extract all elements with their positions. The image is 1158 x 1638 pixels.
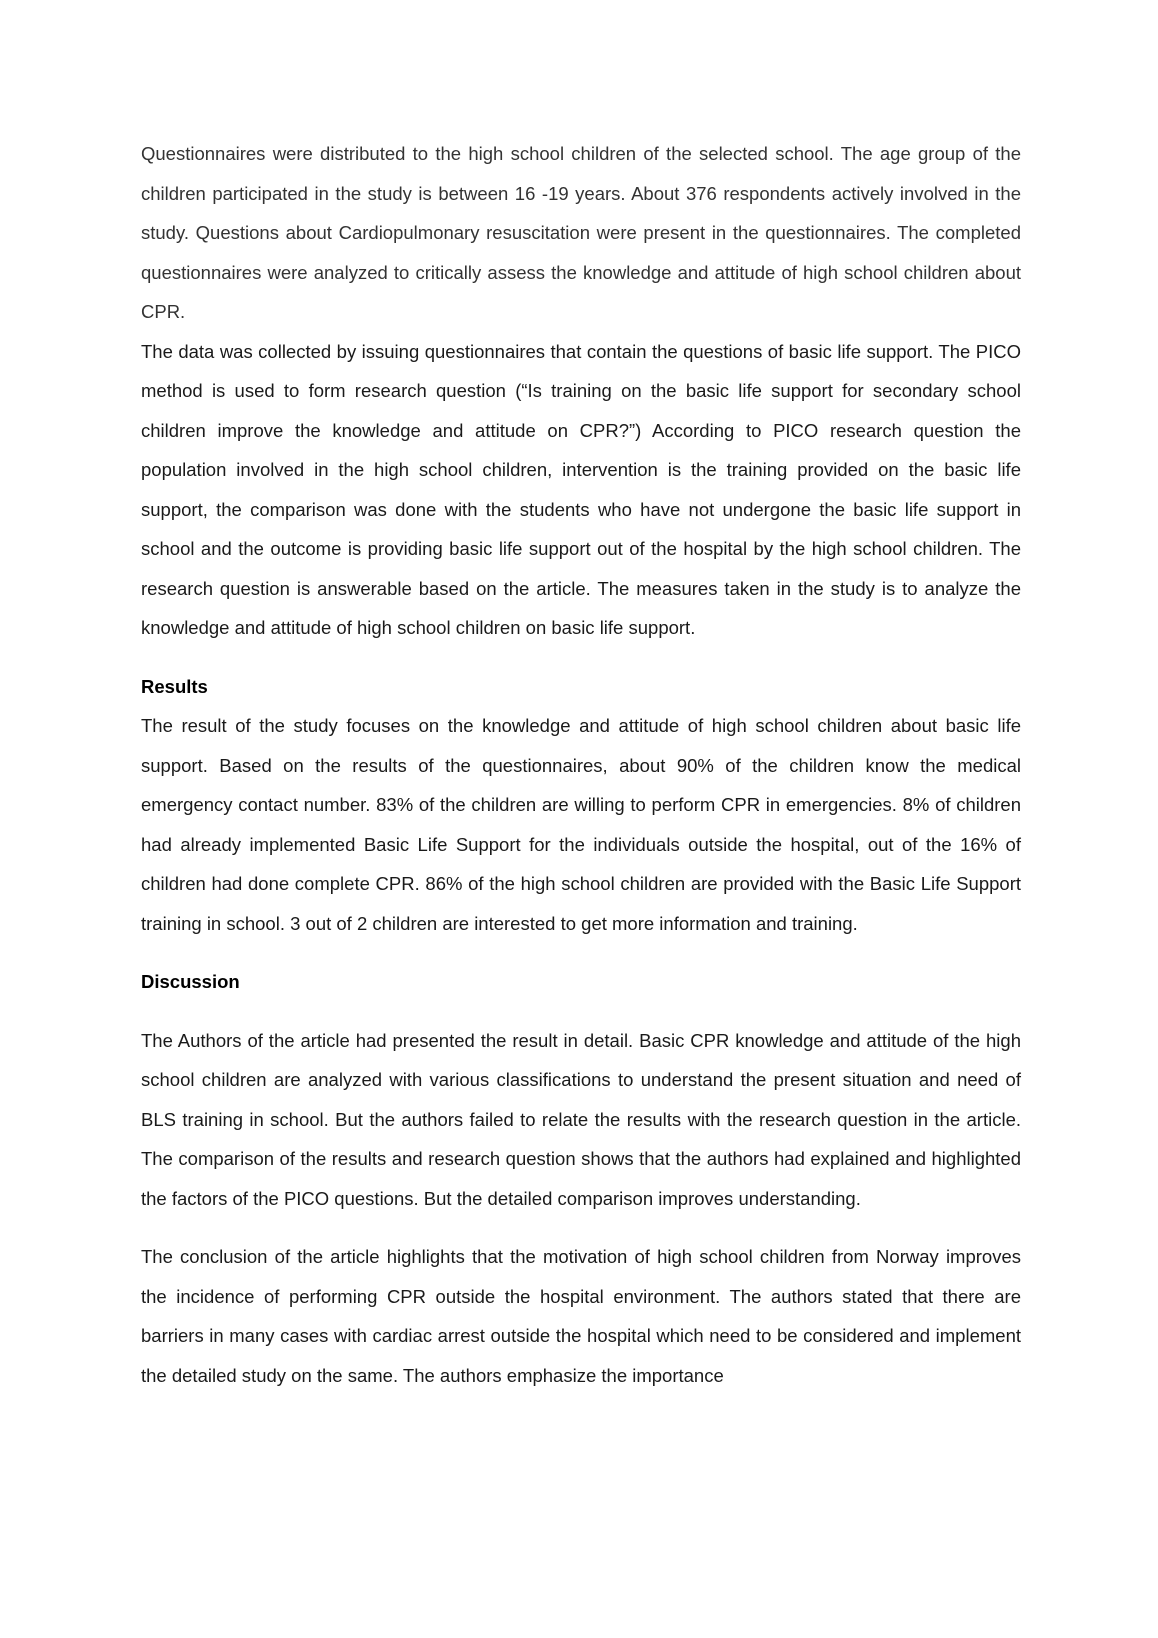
discussion-paragraph-2: The conclusion of the article highlights that the motivation of high school children from Norway improves the incidence of performing CPR outside the hospital environment. The authors stated that there are barriers in many cases with cardiac arrest outside the hospital which need to be considered and implement the detailed study on the same. The authors emphasize the importance (141, 1246, 1021, 1386)
discussion-heading: Discussion (141, 971, 240, 992)
discussion-paragraph-1: The Authors of the article had presented the result in detail. Basic CPR knowledge and attitude of the high school children are analyzed with various classifications to understand the present situation and need of BLS training in school. But the authors failed to relate the results with the research question in the article. The comparison of the results and research question shows that the authors had explained and highlighted the factors of the PICO questions. But the detailed comparison improves understanding. (141, 1029, 1021, 1209)
document-body (141, 134, 1021, 1395)
results-heading: Results (141, 675, 208, 697)
results-paragraph: The result of the study focuses on the knowledge and attitude of high school children about basic life support. Based on the results of the questionnaires, about 90% of the children know the medical emergency contact number. 83% of the children are willing to perform CPR in emergencies. 8% of children had already implemented Basic Life Support for the individuals outside the hospital, out of the 16% of children had done complete CPR. 86% of the high school children are provided with the Basic Life Support training in school. 3 out of 2 children are interested to get more information and training. (141, 715, 1021, 934)
paragraph-data-collection: The data was collected by issuing questionnaires that contain the questions of basic life support. The PICO method is used to form research question (“Is training on the basic life support for secondary school children improve the knowledge and attitude on CPR?”) According to PICO research question the population involved in the high school children, intervention is the training provided on the basic life support, the comparison was done with the students who have not undergone the basic life support in school and the outcome is providing basic life support out of the hospital by the high school children. The research question is answerable based on the article. The measures taken in the study is to analyze the knowledge and attitude of high school children on basic life support. (141, 340, 1021, 638)
paragraph-questionnaires: Questionnaires were distributed to the high school children of the selected school. The age group of the children participated in the study is between 16 -19 years. About 376 respondents actively involved in the study. Questions about Cardiopulmonary resuscitation were present in the questionnaires. The completed questionnaires were analyzed to critically assess the knowledge and attitude of high school children about CPR. (141, 143, 1021, 322)
